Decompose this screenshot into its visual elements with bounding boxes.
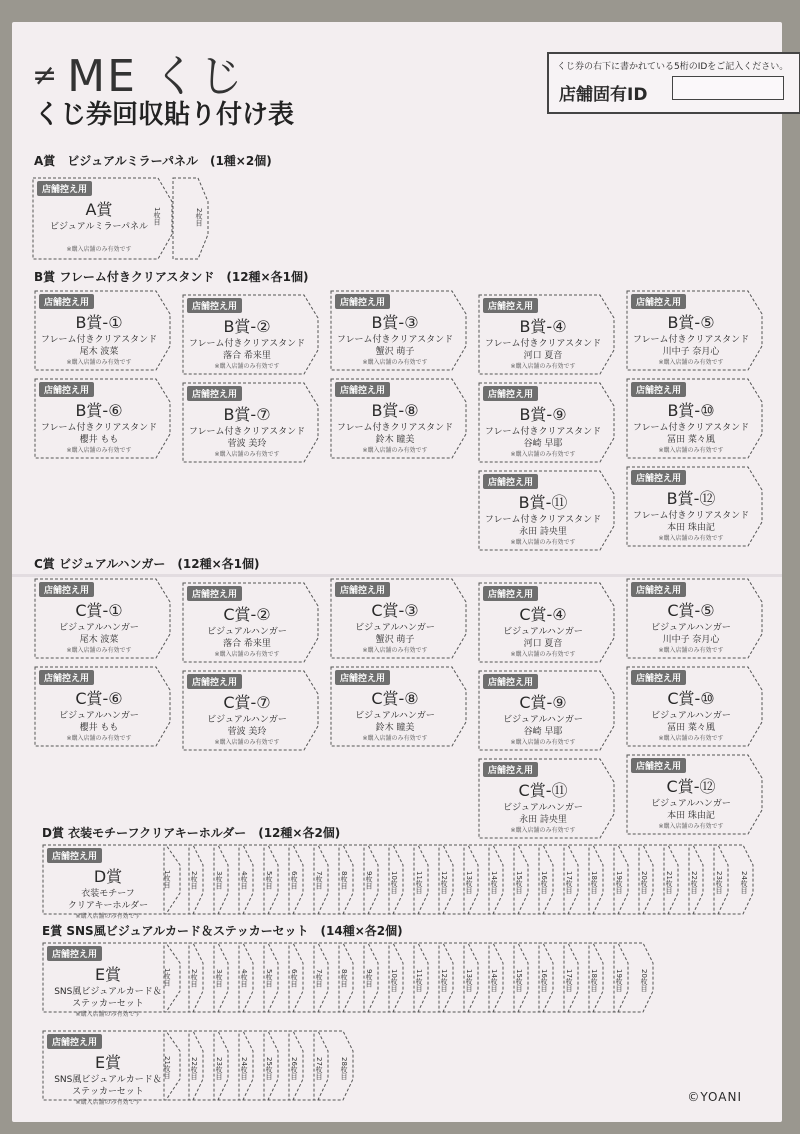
prize-label: C賞-⑫ xyxy=(666,777,716,796)
item-name: フレーム付きクリアスタンド xyxy=(632,511,750,521)
stub-label: 2枚目 xyxy=(195,208,203,227)
stub-label: 14枚目 xyxy=(490,968,498,992)
item-name: ビジュアルハンガー xyxy=(207,715,287,725)
purchase-note: ※購入店舗のみ有効です xyxy=(214,363,280,370)
store-copy-tag: 店舗控え用 xyxy=(483,386,538,401)
item-name: SNS風ビジュアルカード＆ xyxy=(54,987,162,997)
item-name: ビジュアルハンガー xyxy=(651,711,731,721)
prize-label: B賞-⑫ xyxy=(666,489,716,508)
stub-label: 18枚目 xyxy=(590,870,598,894)
prize-label: C賞-⑨ xyxy=(519,693,567,712)
item-name: フレーム付きクリアスタンド xyxy=(40,423,158,433)
item-name-2: ステッカーセット xyxy=(72,999,144,1009)
prize-label: B賞-⑩ xyxy=(667,401,715,420)
prize-label: C賞-⑧ xyxy=(371,689,419,708)
purchase-note: ※購入店舗のみ有効です xyxy=(75,1099,141,1106)
stub-label: 16枚目 xyxy=(540,968,548,992)
stub-label: 1枚目 xyxy=(163,968,171,987)
item-name-2: クリアキーホルダー xyxy=(67,901,149,911)
stub-label: 8枚目 xyxy=(340,968,348,988)
stub-label: 10枚目 xyxy=(390,870,398,894)
item-name: 衣装モチーフ xyxy=(81,889,135,899)
item-name: ビジュアルハンガー xyxy=(503,803,583,813)
stub-label: 24枚目 xyxy=(240,1056,248,1080)
purchase-note: ※購入店舗のみ有効です xyxy=(66,359,132,366)
member-name: 菅波 美玲 xyxy=(227,727,267,737)
stub-label: 8枚目 xyxy=(340,870,348,890)
stub-label: 12枚目 xyxy=(440,968,448,992)
prize-label: B賞-⑨ xyxy=(519,405,567,424)
item-name: ビジュアルミラーパネル xyxy=(49,222,148,232)
section-c-heading: C賞 ビジュアルハンガー (12種×各1個) xyxy=(34,557,260,571)
prize-label: D賞 xyxy=(93,867,123,886)
store-copy-tag: 店舗控え用 xyxy=(631,758,686,773)
store-copy-tag: 店舗控え用 xyxy=(631,294,686,309)
item-name: ビジュアルハンガー xyxy=(355,623,435,633)
purchase-note: ※購入店舗のみ有効です xyxy=(66,246,132,253)
member-name: 尾木 波菜 xyxy=(79,635,119,645)
member-name: 谷崎 早耶 xyxy=(523,439,563,449)
prize-label: C賞-④ xyxy=(519,605,567,624)
prize-label: B賞-② xyxy=(223,317,271,336)
prize-label: B賞-⑧ xyxy=(371,401,419,420)
prize-label: B賞-⑦ xyxy=(223,405,271,424)
copyright: ©YOANI xyxy=(687,1090,742,1104)
item-name: フレーム付きクリアスタンド xyxy=(336,423,454,433)
store-copy-tag: 店舗控え用 xyxy=(187,586,242,601)
item-name: ビジュアルハンガー xyxy=(651,799,731,809)
stub-label: 15枚目 xyxy=(515,870,523,894)
prize-label: B賞-④ xyxy=(519,317,567,336)
purchase-note: ※購入店舗のみ有効です xyxy=(658,359,724,366)
store-copy-tag: 店舗控え用 xyxy=(631,582,686,597)
purchase-note: ※購入店舗のみ有効です xyxy=(658,447,724,454)
store-copy-tag: 店舗控え用 xyxy=(483,586,538,601)
item-name: フレーム付きクリアスタンド xyxy=(632,423,750,433)
purchase-note: ※購入店舗のみ有効です xyxy=(75,913,141,920)
member-name: 鈴木 瞳美 xyxy=(375,723,415,733)
stub-label: 13枚目 xyxy=(465,968,473,992)
item-name: フレーム付きクリアスタンド xyxy=(336,335,454,345)
stub-label: 20枚目 xyxy=(640,870,648,894)
purchase-note: ※購入店舗のみ有効です xyxy=(66,647,132,654)
item-name: ビジュアルハンガー xyxy=(59,711,139,721)
stub-label: 5枚目 xyxy=(265,968,273,988)
member-name: 尾木 波菜 xyxy=(79,347,119,357)
purchase-note: ※購入店舗のみ有効です xyxy=(510,827,576,834)
item-name: ビジュアルハンガー xyxy=(503,627,583,637)
stub-label: 7枚目 xyxy=(315,968,323,988)
member-name: 本田 珠由記 xyxy=(667,811,715,821)
prize-label: C賞-② xyxy=(223,605,271,624)
purchase-note: ※購入店舗のみ有効です xyxy=(658,823,724,830)
member-name: 蟹沢 萌子 xyxy=(375,347,415,357)
store-copy-tag: 店舗控え用 xyxy=(631,670,686,685)
stub-label: 21枚目 xyxy=(163,1056,171,1079)
stub-label: 15枚目 xyxy=(515,968,523,992)
stub-label: 9枚目 xyxy=(365,968,373,988)
store-copy-tag: 店舗控え用 xyxy=(335,670,390,685)
purchase-note: ※購入店舗のみ有効です xyxy=(362,647,428,654)
stub-label: 17枚目 xyxy=(565,968,573,992)
member-name: 永田 詩央里 xyxy=(519,527,567,537)
stub-label: 14枚目 xyxy=(490,870,498,894)
stub-label: 13枚目 xyxy=(465,870,473,894)
item-name: フレーム付きクリアスタンド xyxy=(188,339,306,349)
member-name: 冨田 菜々風 xyxy=(667,723,715,733)
member-name: 櫻井 もも xyxy=(79,723,119,733)
stub-label: 23枚目 xyxy=(215,1056,223,1080)
member-name: 谷崎 早耶 xyxy=(523,727,563,737)
stub-label: 19枚目 xyxy=(615,870,623,894)
stub-label: 27枚目 xyxy=(315,1056,323,1080)
section-a-heading: A賞 ビジュアルミラーパネル (1種×2個) xyxy=(34,154,272,168)
ticket-outline xyxy=(172,177,210,261)
stub-label: 1枚目 xyxy=(153,207,161,226)
prize-label: E賞 xyxy=(94,1053,122,1072)
item-name: ビジュアルハンガー xyxy=(503,715,583,725)
purchase-note: ※購入店舗のみ有効です xyxy=(510,451,576,458)
item-name: ビジュアルハンガー xyxy=(59,623,139,633)
stub-label: 4枚目 xyxy=(240,968,248,988)
store-copy-tag: 店舗控え用 xyxy=(187,386,242,401)
stub-label: 6枚目 xyxy=(290,968,298,988)
purchase-note: ※購入店舗のみ有効です xyxy=(510,363,576,370)
item-name: フレーム付きクリアスタンド xyxy=(484,515,602,525)
stub-label: 7枚目 xyxy=(315,870,323,890)
purchase-note: ※購入店舗のみ有効です xyxy=(362,447,428,454)
member-name: 永田 詩央里 xyxy=(519,815,567,825)
prize-label: C賞-① xyxy=(75,601,123,620)
store-copy-tag: 店舗控え用 xyxy=(47,1034,102,1049)
page-title: くじ券回収貼り付け表 xyxy=(34,100,295,130)
prize-label: C賞-⑦ xyxy=(223,693,271,712)
store-copy-tag: 店舗控え用 xyxy=(631,382,686,397)
prize-label: B賞-⑪ xyxy=(518,493,568,512)
item-name: フレーム付きクリアスタンド xyxy=(188,427,306,437)
member-name: 蟹沢 萌子 xyxy=(375,635,415,645)
store-copy-tag: 店舗控え用 xyxy=(39,294,94,309)
purchase-note: ※購入店舗のみ有効です xyxy=(362,735,428,742)
purchase-note: ※購入店舗のみ有効です xyxy=(658,735,724,742)
store-copy-tag: 店舗控え用 xyxy=(187,674,242,689)
item-name: SNS風ビジュアルカード＆ xyxy=(54,1075,162,1085)
purchase-note: ※購入店舗のみ有効です xyxy=(214,451,280,458)
purchase-note: ※購入店舗のみ有効です xyxy=(362,359,428,366)
stub-label: 28枚目 xyxy=(340,1056,348,1080)
store-id-field[interactable] xyxy=(672,76,784,100)
stub-label: 16枚目 xyxy=(540,870,548,894)
purchase-note: ※購入店舗のみ有効です xyxy=(75,1011,141,1018)
stub-label: 18枚目 xyxy=(590,968,598,992)
stub-label: 12枚目 xyxy=(440,870,448,894)
stub-label: 6枚目 xyxy=(290,870,298,890)
purchase-note: ※購入店舗のみ有効です xyxy=(510,739,576,746)
store-copy-tag: 店舗控え用 xyxy=(483,298,538,313)
prize-label: B賞-① xyxy=(75,313,123,332)
item-name: フレーム付きクリアスタンド xyxy=(484,339,602,349)
stub-label: 22枚目 xyxy=(190,1056,198,1080)
item-name-2: ステッカーセット xyxy=(72,1087,144,1097)
purchase-note: ※購入店舗のみ有効です xyxy=(214,739,280,746)
member-name: 鈴木 瞳美 xyxy=(375,435,415,445)
store-copy-tag: 店舗控え用 xyxy=(37,181,92,196)
member-name: 落合 希来里 xyxy=(223,351,271,361)
store-copy-tag: 店舗控え用 xyxy=(47,848,102,863)
section-d-heading: D賞 衣装モチーフクリアキーホルダー (12種×各2個) xyxy=(42,826,341,840)
collection-sheet xyxy=(12,22,789,1122)
section-b-heading: B賞 フレーム付きクリアスタンド (12種×各1個) xyxy=(34,270,309,284)
item-name: ビジュアルハンガー xyxy=(651,623,731,633)
member-name: 河口 夏音 xyxy=(523,639,563,649)
item-name: フレーム付きクリアスタンド xyxy=(484,427,602,437)
member-name: 櫻井 もも xyxy=(79,435,119,445)
stub-label: 22枚目 xyxy=(690,870,698,894)
store-copy-tag: 店舗控え用 xyxy=(39,382,94,397)
store-id-label: 店舗固有ID xyxy=(559,85,648,105)
prize-label: A賞 xyxy=(85,200,113,219)
store-copy-tag: 店舗控え用 xyxy=(335,582,390,597)
purchase-note: ※購入店舗のみ有効です xyxy=(658,647,724,654)
prize-label: B賞-③ xyxy=(371,313,419,332)
stub-label: 5枚目 xyxy=(265,870,273,890)
stub-label: 11枚目 xyxy=(415,968,423,992)
item-name: フレーム付きクリアスタンド xyxy=(632,335,750,345)
stub-label: 2枚目 xyxy=(190,870,198,890)
purchase-note: ※購入店舗のみ有効です xyxy=(510,539,576,546)
member-name: 河口 夏音 xyxy=(523,351,563,361)
stub-label: 2枚目 xyxy=(190,968,198,988)
stub-label: 17枚目 xyxy=(565,870,573,894)
item-name: フレーム付きクリアスタンド xyxy=(40,335,158,345)
purchase-note: ※購入店舗のみ有効です xyxy=(214,651,280,658)
store-copy-tag: 店舗控え用 xyxy=(483,762,538,777)
stub-label: 19枚目 xyxy=(615,968,623,992)
prize-label: C賞-③ xyxy=(371,601,419,620)
member-name: 冨田 菜々風 xyxy=(667,435,715,445)
stub-label: 3枚目 xyxy=(215,968,223,988)
prize-label: C賞-⑩ xyxy=(667,689,715,708)
prize-label: C賞-⑥ xyxy=(75,689,123,708)
store-copy-tag: 店舗控え用 xyxy=(483,674,538,689)
member-name: 菅波 美玲 xyxy=(227,439,267,449)
store-copy-tag: 店舗控え用 xyxy=(631,470,686,485)
stub-label: 11枚目 xyxy=(415,870,423,894)
store-copy-tag: 店舗控え用 xyxy=(47,946,102,961)
stub-label: 1枚目 xyxy=(163,870,171,889)
member-name: 落合 希来里 xyxy=(223,639,271,649)
member-name: 川中子 奈月心 xyxy=(662,635,720,645)
store-copy-tag: 店舗控え用 xyxy=(335,382,390,397)
member-name: 川中子 奈月心 xyxy=(662,347,720,357)
stub-label: 23枚目 xyxy=(715,870,723,894)
purchase-note: ※購入店舗のみ有効です xyxy=(66,447,132,454)
logo: ≠ ME くじ xyxy=(32,51,245,102)
item-name: ビジュアルハンガー xyxy=(355,711,435,721)
prize-label: C賞-⑤ xyxy=(667,601,715,620)
stub-label: 26枚目 xyxy=(290,1056,298,1080)
prize-label: C賞-⑪ xyxy=(518,781,568,800)
stub-label: 21枚目 xyxy=(665,870,673,894)
purchase-note: ※購入店舗のみ有効です xyxy=(510,651,576,658)
store-copy-tag: 店舗控え用 xyxy=(187,298,242,313)
stub-label: 25枚目 xyxy=(265,1056,273,1080)
purchase-note: ※購入店舗のみ有効です xyxy=(658,535,724,542)
prize-label: B賞-⑤ xyxy=(667,313,715,332)
store-copy-tag: 店舗控え用 xyxy=(39,582,94,597)
section-e-heading: E賞 SNS風ビジュアルカード＆ステッカーセット (14種×各2個) xyxy=(42,924,403,938)
stub-label: 24枚目 xyxy=(740,870,748,894)
stub-label: 20枚目 xyxy=(640,968,648,992)
store-id-box xyxy=(547,52,800,114)
purchase-note: ※購入店舗のみ有効です xyxy=(66,735,132,742)
stub-label: 10枚目 xyxy=(390,968,398,992)
stub-label: 3枚目 xyxy=(215,870,223,890)
fold-line xyxy=(12,574,782,577)
member-name: 本田 珠由記 xyxy=(667,523,715,533)
store-copy-tag: 店舗控え用 xyxy=(483,474,538,489)
stub-label: 4枚目 xyxy=(240,870,248,890)
item-name: ビジュアルハンガー xyxy=(207,627,287,637)
store-copy-tag: 店舗控え用 xyxy=(335,294,390,309)
store-copy-tag: 店舗控え用 xyxy=(39,670,94,685)
prize-label: E賞 xyxy=(94,965,122,984)
stub-label: 9枚目 xyxy=(365,870,373,890)
prize-label: B賞-⑥ xyxy=(75,401,123,420)
store-id-instruction: くじ券の右下に書かれている5桁のIDをご記入ください。 xyxy=(557,62,789,72)
